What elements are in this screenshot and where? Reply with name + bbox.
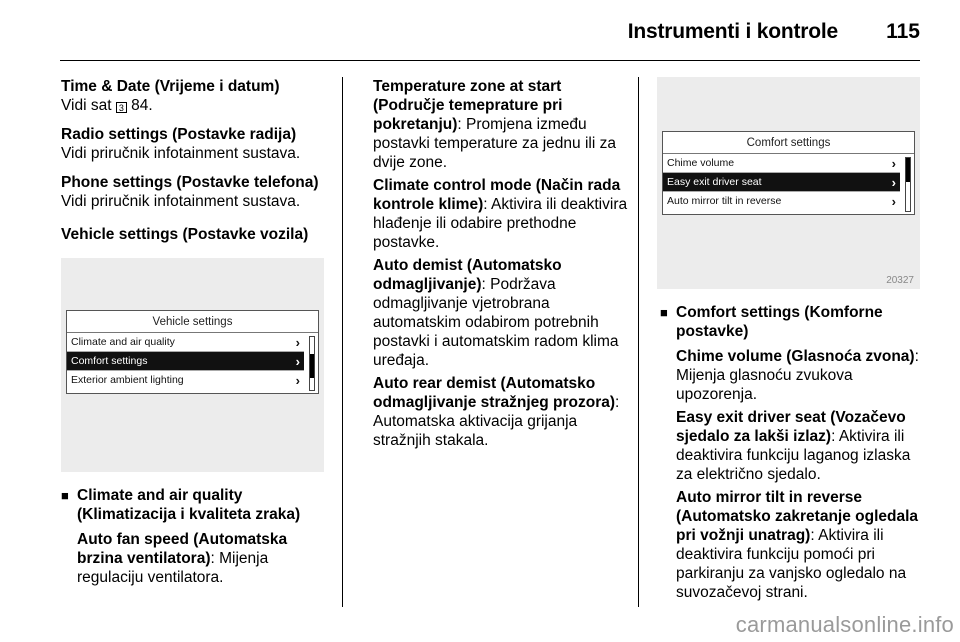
menu-item-selected: Comfort settings › <box>67 352 304 371</box>
setting-item: Easy exit driver seat (Vozačevo sjedalo za lakši izlaz): Aktivira ili deaktivira funkciju laganog izlaska za električno sjedalo. <box>676 409 911 483</box>
section-text: Vidi priručnik infotainment sustava. <box>61 193 301 210</box>
scrollbar-thumb <box>310 354 314 378</box>
column-2 <box>373 77 628 454</box>
column-separator <box>638 77 639 607</box>
section-title: Vehicle settings (Postavke vozila) <box>61 226 309 243</box>
comfort-settings-figure <box>657 77 920 289</box>
page-header <box>60 0 920 62</box>
column-1 <box>61 77 326 254</box>
column-separator <box>342 77 343 607</box>
setting-item: Auto rear demist (Automatsko odmagljivanje stražnjeg prozora): Automatska aktivacija grijanja stražnjih stakala. <box>373 375 620 449</box>
triangle-ref-icon: 3 <box>116 102 127 113</box>
setting-item: Temperature zone at start (Područje temeprature pri pokretanju): Promjena između postavki temperature za jednu ili za dvije zone. <box>373 78 616 171</box>
header-rule <box>60 60 920 61</box>
section-title: Phone settings (Postavke telefona) <box>61 174 319 191</box>
bullet-title: Comfort settings (Komforne postavke) <box>676 304 883 340</box>
vehicle-settings-screen <box>66 310 319 394</box>
bullet-icon: ■ <box>660 305 668 320</box>
scrollbar <box>905 157 911 212</box>
screen-title: Comfort settings <box>663 132 914 154</box>
menu-item-selected: Easy exit driver seat › <box>663 173 900 192</box>
section-title: Time & Date (Vrijeme i datum) <box>61 78 280 95</box>
figure-number: 20327 <box>886 275 914 286</box>
page-number: 115 <box>886 20 920 43</box>
screen-title: Vehicle settings <box>67 311 318 333</box>
chevron-right-icon: › <box>891 194 896 209</box>
watermark: carmanualsonline.info <box>735 612 954 637</box>
chevron-right-icon: › <box>891 156 896 171</box>
section-text: Vidi priručnik infotainment sustava. <box>61 145 301 162</box>
setting-item: Auto mirror tilt in reverse (Automatsko zakretanje ogledala pri vožnji unatrag): Aktivira ili deaktivira funkciju pomoći pri parkiranju za vanjsko ogledalo na suvozačevoj strani. <box>676 489 919 601</box>
column-3 <box>660 303 922 606</box>
section-text: Vidi sat 3 84. <box>61 97 153 114</box>
chevron-right-icon: › <box>295 354 300 369</box>
column-1-bullet <box>61 486 326 587</box>
menu-item: Chime volume › <box>663 154 900 173</box>
menu-item: Auto mirror tilt in reverse › <box>667 194 896 209</box>
setting-item: Climate control mode (Način rada kontrole klime): Aktivira ili deaktivira hlađenje ili odabire prethodne postavke. <box>373 177 628 251</box>
chevron-right-icon: › <box>295 335 300 350</box>
comfort-settings-screen <box>662 131 915 215</box>
setting-item: Auto demist (Automatsko odmagljivanje): Podržava odmagljivanje vjetrobrana automatskim odabirom potrebnih postavki i automatskim radom klima uređaja. <box>373 257 619 369</box>
bullet-icon: ■ <box>61 488 69 503</box>
page-ref: 84. <box>126 97 153 114</box>
section-title: Radio settings (Postavke radija) <box>61 126 297 143</box>
menu-item: Climate and air quality › <box>67 333 304 352</box>
bullet-item: Auto fan speed (Automatska brzina ventilatora): Mijenja regulaciju ventilatora. <box>77 531 288 586</box>
scrollbar <box>309 336 315 391</box>
page-title: Instrumenti i kontrole <box>627 20 838 43</box>
vehicle-settings-figure <box>61 258 324 472</box>
menu-item: Exterior ambient lighting › <box>71 373 300 388</box>
bullet-title: Climate and air quality (Klimatizacija i kvaliteta zraka) <box>77 487 301 523</box>
chevron-right-icon: › <box>891 175 896 190</box>
setting-item: Chime volume (Glasnoća zvona): Mijenja glasnoću zvukova upozorenja. <box>676 348 919 403</box>
chevron-right-icon: › <box>295 373 300 388</box>
scrollbar-thumb <box>906 158 910 182</box>
